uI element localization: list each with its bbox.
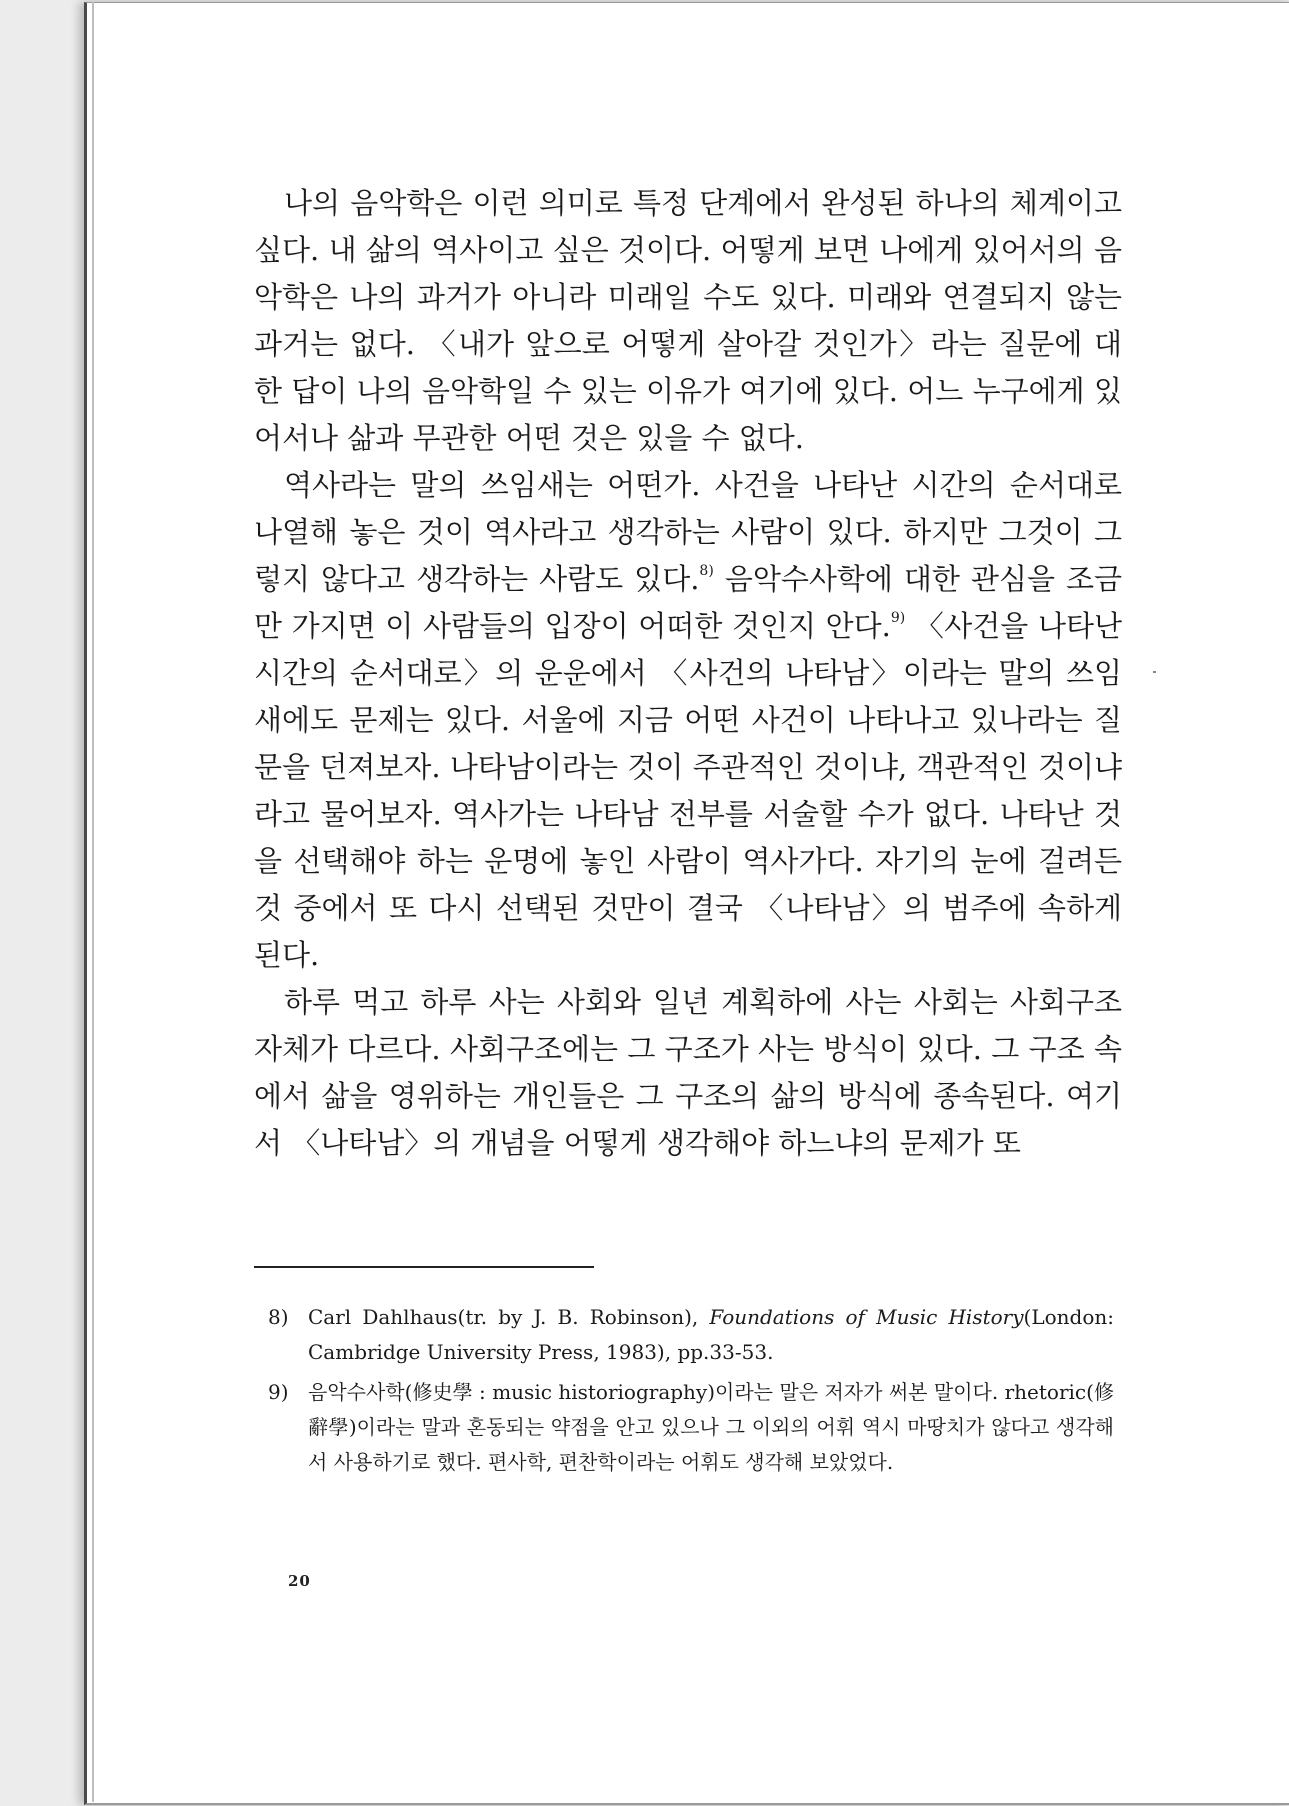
footnote-number: 8) [268,1305,289,1329]
paragraph-2-part-3: 〈사건을 나타난 시간의 순서대로〉의 운운에서 〈사건의 나타남〉이라는 말의 쓰임새에도 문제는 있다. 서울에 지금 어떤 사건이 나타나고 있나라는 질문을 던져보자. 나타남이라는 것이 주관적인 것이냐, 객관적인 것이냐라고 물어보자. 역사가는 나타남 전부를 서술할 수가 없다. 나타난 것을 선택해야 하는 운명에 놓인 사람이 역사가다. 자기의 눈에 걸려든 것 중에서 또 다시 선택된 것만이 결국 〈나타남〉의 범주에 속하게 된다. [254,609,1122,972]
footnotes [268,1300,1114,1485]
scan-speck [1153,671,1156,673]
footnote-text: Carl Dahlhaus(tr. by J. B. Robinson), [308,1305,710,1329]
paragraph-2-part-2: 음악수사학에 대한 관심을 조금만 가지면 이 사람들의 입장이 어떠한 것인지 안다. [254,562,1122,643]
paragraph-3: 하루 먹고 하루 사는 사회와 일년 계획하에 사는 사회는 사회구조 자체가 다르다. 사회구조에는 그 구조가 사는 방식이 있다. 그 구조 속에서 삶을 영위하는 개인들은 그 구조의 삶의 방식에 종속된다. 여기서 〈나타남〉의 개념을 어떻게 생각해야 하느냐의 문제가 또 [254,985,1122,1160]
page-number: 20 [288,1572,311,1590]
footnote-separator [254,1266,594,1268]
paragraph-2 [254,462,1122,979]
footnote-ref-9[interactable]: 9) [890,610,906,626]
footnote-ref-8[interactable]: 8) [699,563,714,579]
paragraph-1: 나의 음악학은 이런 의미로 특정 단계에서 완성된 하나의 체계이고 싶다. 내 삶의 역사이고 싶은 것이다. 어떻게 보면 나에게 있어서의 음악학은 나의 과거가 아니라 미래일 수도 있다. 미래와 연결되지 않는 과거는 없다. 〈내가 앞으로 어떻게 살아갈 것인가〉라는 질문에 대한 답이 나의 음악학일 수 있는 이유가 여기에 있다. 어느 누구에게 있어서나 삶과 무관한 어떤 것은 있을 수 없다. [254,186,1122,455]
footnote-book-title: Foundations of Music History [709,1305,1024,1329]
footnote-9 [268,1375,1114,1480]
footnote-text: 음악수사학(修史學 : music historiography)이라는 말은 저자가 써본 말이다. rhetoric(修辭學)이라는 말과 혼동되는 약점을 안고 있으나 그 이외의 어휘 역시 마땅치가 않다고 생각해서 사용하기로 했다. 편사학, 편찬학이라는 어휘도 생각해 보았었다. [308,1380,1114,1474]
footnote-number: 9) [268,1380,289,1404]
paragraph-2-part-1: 역사라는 말의 쓰임새는 어떤가. 사건을 나타난 시간의 순서대로 나열해 놓은 것이 역사라고 생각하는 사람이 있다. 하지만 그것이 그렇지 않다고 생각하는 사람도 있다. [254,468,1122,596]
page-binding-edge [92,2,94,1802]
footnote-citation: (London: Cambridge University Press, 1983), pp.33-53. [308,1305,1114,1364]
footnote-8 [268,1300,1114,1370]
body-text [254,180,1122,1167]
